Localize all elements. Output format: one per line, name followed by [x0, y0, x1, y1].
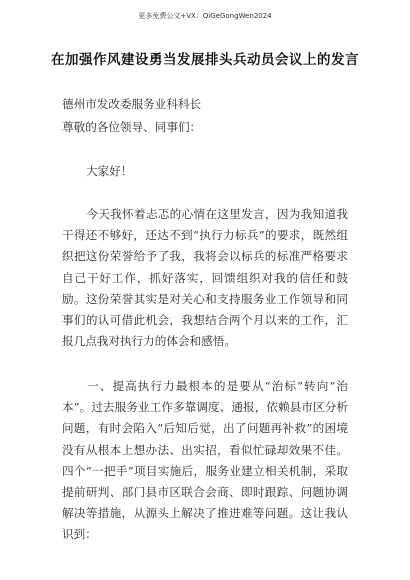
salutation: 尊敬的各位领导、同事们：	[62, 120, 202, 134]
paragraph-1	[62, 204, 348, 352]
document-title: 在加强作风建设勇当发展排头兵动员会议上的发言	[51, 52, 359, 68]
header-note: 更多免费公文+VX：QiGeGongWen2024	[138, 12, 272, 20]
paragraph-2	[62, 376, 348, 546]
paragraph-2-text: 一、提高执行力最根本的是要从“治标”转向“治本”。过去服务业工作多靠调度、通报，依赖县市区分析问题，有时会陷入“后知后觉，出了问题再补救”的困境没有从根本上想办法、出实招，看似忙碌却效果不佳。四个“一把手”项目实施后，服务业建立相关机制，采取提前研判、部门县市区联合会商、即时跟踪、问题协调解决等措施，从源头上解决了推进难等问题。这让我认识到：	[62, 379, 348, 542]
paragraph-1-text: 今天我怀着忐忑的心情在这里发言，因为我知道我干得还不够好，还达不到“执行力标兵”的要求，既然组织把这份荣誉给予了我，我将会以标兵的标准严格要求自己干好工作，抓好落实，回馈组织对我的信任和鼓励。这份荣誉其实是对关心和支持服务业工作领导和同事们的认可借此机会，我想结合两个月以来的工作，汇报几点我对执行力的体会和感悟。	[62, 207, 348, 349]
greeting: 大家好！	[86, 164, 133, 178]
author-line: 德州市发改委服务业科科长	[62, 97, 202, 111]
